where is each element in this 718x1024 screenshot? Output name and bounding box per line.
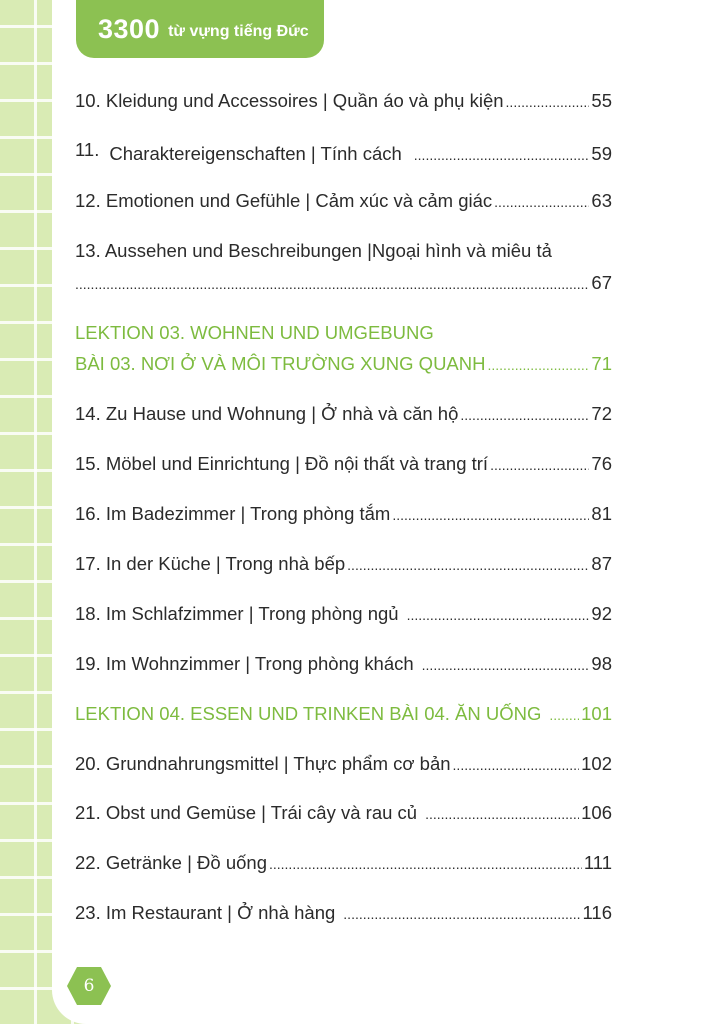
toc-entry-label: Charaktereigenschaften | Tính cách — [109, 143, 402, 164]
toc-entry-page: 111 — [583, 852, 612, 873]
toc-entry-page: 102 — [581, 753, 612, 774]
toc-entry-page: 116 — [582, 902, 612, 923]
toc-entry-page: 98 — [591, 653, 612, 674]
toc-entry-page: 63 — [591, 190, 612, 211]
toc-entry-18[interactable] — [75, 603, 612, 625]
toc-entry-15[interactable] — [75, 453, 612, 475]
toc-entry-label: 15. Möbel und Einrichtung | Đồ nội thất và trang trí — [75, 453, 489, 474]
toc-entry-page: 72 — [591, 403, 612, 424]
toc-entry-page: 59 — [591, 143, 612, 164]
dot-leader — [460, 407, 589, 423]
toc-entry-page: 92 — [591, 603, 612, 624]
toc-entry-20[interactable] — [75, 753, 612, 775]
toc-entry-14[interactable] — [75, 403, 612, 425]
dot-leader — [414, 147, 590, 163]
section-heading-bai-03[interactable] — [75, 353, 612, 375]
dot-leader — [549, 707, 579, 723]
dot-leader — [347, 557, 589, 573]
toc-entry-page: 106 — [581, 802, 612, 823]
toc-entry-label: 18. Im Schlafzimmer | Trong phòng ngủ — [75, 603, 399, 624]
dot-leader — [490, 457, 589, 473]
toc-entry-16[interactable] — [75, 503, 612, 525]
toc-entry-label: 22. Getränke | Đồ uống — [75, 852, 267, 873]
toc-entry-page: 67 — [591, 272, 612, 293]
section-heading-label: LEKTION 04. ESSEN UND TRINKEN BÀI 04. ĂN UỐNG — [75, 703, 542, 724]
dot-leader — [453, 757, 580, 773]
toc-entry-label: 20. Grundnahrungsmittel | Thực phẩm cơ bản — [75, 753, 451, 774]
page-number-badge — [66, 966, 112, 1006]
toc-entry-label: 23. Im Restaurant | Ở nhà hàng — [75, 902, 336, 923]
dot-leader — [343, 906, 580, 922]
toc-entry-label: 21. Obst und Gemüse | Trái cây và rau củ — [75, 802, 418, 823]
section-heading-lektion-03[interactable]: LEKTION 03. WOHNEN UND UMGEBUNG — [75, 322, 434, 343]
toc-entry-page: 76 — [591, 453, 612, 474]
toc-entry-label: 12. Emotionen und Gefühle | Cảm xúc và cảm giác — [75, 190, 493, 211]
section-heading-page: 101 — [581, 703, 612, 724]
dot-leader — [392, 507, 589, 523]
dot-leader — [269, 856, 582, 872]
toc-entry-13-label[interactable]: 13. Aussehen und Beschreibungen |Ngoại hình và miêu tả — [75, 240, 552, 261]
dot-leader — [425, 806, 579, 822]
toc-entry-page: 81 — [591, 503, 612, 524]
book-title-number: 3300 — [98, 13, 161, 44]
dot-leader — [494, 194, 589, 210]
toc-entry-13-leader — [75, 272, 612, 294]
page-number: 6 — [83, 976, 95, 996]
dot-leader — [407, 607, 590, 623]
section-heading-label: BÀI 03. NƠI Ở VÀ MÔI TRƯỜNG XUNG QUANH — [75, 353, 486, 374]
toc-entry-22[interactable] — [75, 852, 612, 874]
toc-entry-label: 10. Kleidung und Accessoires | Quần áo và phụ kiện — [75, 90, 504, 111]
toc-entry-21[interactable] — [75, 802, 612, 824]
section-heading-page: 71 — [591, 353, 612, 374]
section-heading-lektion-04[interactable] — [75, 703, 612, 725]
toc-entry-label: 16. Im Badezimmer | Trong phòng tắm — [75, 503, 391, 524]
toc-entry-page: 87 — [591, 553, 612, 574]
toc-entry-label: 14. Zu Hause und Wohnung | Ở nhà và căn hộ — [75, 403, 459, 424]
toc-entry-page: 55 — [591, 90, 612, 111]
toc-entry-19[interactable] — [75, 653, 612, 675]
toc-entry-17[interactable] — [75, 553, 612, 575]
toc-entry-12[interactable] — [75, 190, 612, 212]
dot-leader — [488, 357, 590, 373]
toc-entry-number: 11. — [75, 139, 100, 160]
toc-entry-23[interactable] — [75, 902, 612, 924]
book-title-subtitle: từ vựng tiếng Đức — [168, 23, 309, 40]
toc-entry-label: 17. In der Küche | Trong nhà bếp — [75, 553, 346, 574]
dot-leader — [75, 276, 589, 292]
dot-leader — [422, 657, 590, 673]
toc-entry-label: 19. Im Wohnzimmer | Trong phòng khách — [75, 653, 414, 674]
toc-entry-10[interactable] — [75, 90, 612, 112]
dot-leader — [506, 94, 590, 110]
toc-entry-11[interactable] — [75, 139, 612, 165]
